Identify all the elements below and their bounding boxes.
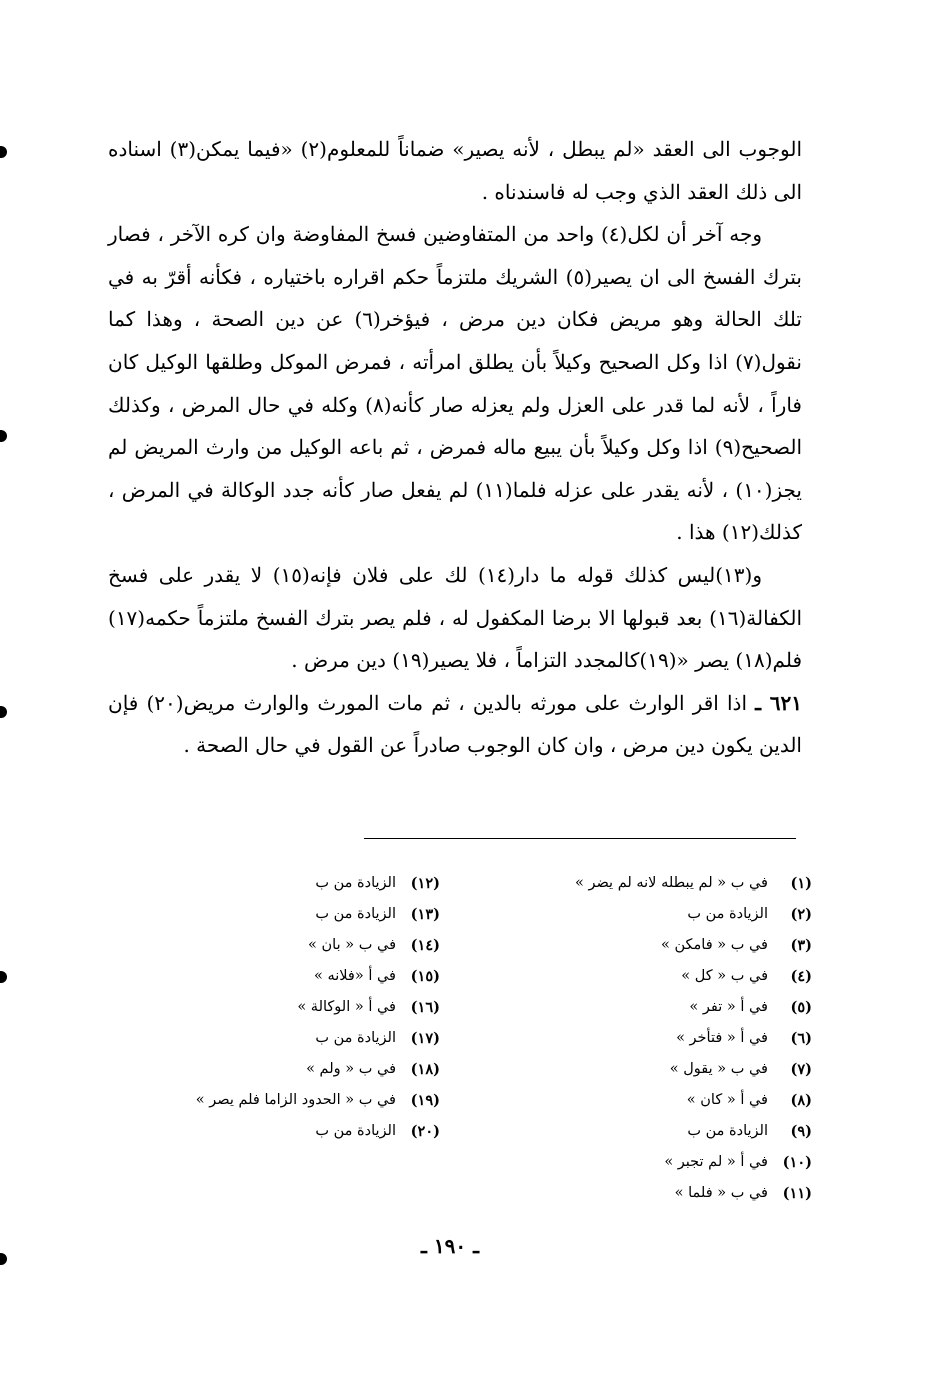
footnote-item <box>150 961 440 992</box>
scan-edge-mark <box>0 146 7 158</box>
footnote-item <box>150 1085 440 1116</box>
footnote-text: في ب « الحدود الزاما فلم يصر » <box>195 1092 396 1108</box>
footnote-item <box>520 1116 812 1147</box>
paragraph-1: الوجوب الى العقد «لم يبطل ، لأنه يصير» ضماناً للمعلوم(٢) «فيما يمكن(٣) اسناده الى ذلك العقد الذي وجب له فاسندناه . <box>108 137 803 204</box>
footnote-number: (١٤) <box>410 937 440 954</box>
footnote-item <box>520 899 812 930</box>
footnote-text: في ب « بان » <box>308 937 396 953</box>
footnote-number: (١٣) <box>410 906 440 923</box>
scan-edge-mark <box>0 1253 7 1265</box>
paragraph-2: وجه آخر أن لكل(٤) واحد من المتفاوضين فسخ المفاوضة وان كره الآخر ، فصار بترك الفسخ الى ان يصير(٥) الشريك ملتزماً حكم اقراره باختياره ، فكأنه أقرّ به في تلك الحالة وهو مريض فكان دين مرض ، فيؤخر(٦) عن دين الصحة ، وهذا كما نقول(٧) اذا وكل الصحيح وكيلاً بأن يطلق امرأته ، فمرض الموكل وطلقها الوكيل كان فاراً ، لأنه لما قدر على العزل ولم يعزله صار كأنه(٨) وكله في حال المرض ، وكذلك الصحيح(٩) اذا وكل وكيلاً بأن يبيع ماله فمرض ، ثم باعه الوكيل من وارث المريض لم يجز(١٠) ، لأنه يقدر على عزله فلما(١١) لم يفعل صار كأنه جدد الوكالة في المرض ، كذلك(١٢) هذا . <box>108 222 803 545</box>
footnote-number: (١٢) <box>410 875 440 892</box>
footnote-item <box>150 930 440 961</box>
footnote-number: (١٩) <box>410 1092 440 1109</box>
footnote-item <box>150 1054 440 1085</box>
footnote-number: (٤) <box>790 968 812 985</box>
footnote-text: في ب « فلما » <box>674 1185 768 1201</box>
footnote-item <box>520 1085 812 1116</box>
footnote-number: (٨) <box>790 1092 812 1109</box>
page-number: ـ ١٩٠ ـ <box>421 1234 479 1258</box>
footnote-item <box>520 1023 812 1054</box>
footnote-number: (٧) <box>790 1061 812 1078</box>
footnotes-left-column <box>150 868 440 1147</box>
footnote-separator <box>364 838 796 839</box>
footnote-item <box>520 1054 812 1085</box>
footnote-text: في ب « ولم » <box>306 1061 396 1077</box>
footnote-number: (١٠) <box>782 1154 812 1171</box>
section-text: اذا اقر الوارث على مورثه بالدين ، ثم مات المورث والوارث مريض(٢٠) فإن الدين يكون دين مرض ، وان كان الوجوب صادراً عن القول في حال الصحة . <box>108 690 802 758</box>
footnote-number: (١٦) <box>410 999 440 1016</box>
footnote-text: في أ « كان » <box>686 1092 768 1108</box>
footnote-text: في أ « تفر » <box>689 999 768 1015</box>
footnote-text: الزيادة من ب <box>687 906 768 922</box>
footnote-item <box>520 1178 812 1209</box>
footnotes-right-column <box>520 868 812 1209</box>
footnote-number: (١) <box>790 875 812 892</box>
footnote-item <box>150 1116 440 1147</box>
footnote-item <box>520 868 812 899</box>
footnote-number: (١٧) <box>410 1030 440 1047</box>
section-number: ٦٢١ ـ <box>755 690 802 715</box>
footnote-number: (٦) <box>790 1030 812 1047</box>
main-text <box>108 128 802 767</box>
footnote-number: (١١) <box>782 1185 812 1202</box>
footnote-number: (٢) <box>790 906 812 923</box>
footnote-text: في ب « كل » <box>681 968 768 984</box>
footnote-text: في ب « فامكن » <box>660 937 768 953</box>
footnote-text: الزيادة من ب <box>315 875 396 891</box>
footnote-item <box>150 868 440 899</box>
footnote-item <box>520 992 812 1023</box>
footnote-item <box>520 961 812 992</box>
scan-edge-mark <box>0 706 7 718</box>
footnote-text: في أ «فلانه » <box>313 968 396 984</box>
footnote-number: (٥) <box>790 999 812 1016</box>
footnote-number: (٢٠) <box>410 1123 440 1140</box>
scan-edge-mark <box>0 430 7 442</box>
footnote-text: في ب « لم يبطله لانه لم يضر » <box>575 875 768 891</box>
footnote-text: في أ « لم تجبر » <box>664 1154 768 1170</box>
footnote-number: (١٥) <box>410 968 440 985</box>
section-621 <box>108 682 802 767</box>
footnote-text: في ب « يقول » <box>669 1061 768 1077</box>
footnote-item <box>520 930 812 961</box>
footnote-item <box>150 899 440 930</box>
footnote-item <box>150 1023 440 1054</box>
footnote-item <box>150 992 440 1023</box>
footnote-item <box>520 1147 812 1178</box>
footnote-number: (١٨) <box>410 1061 440 1078</box>
paragraph-3: و(١٣)ليس كذلك قوله ما دار(١٤) لك على فلان فإنه(١٥) لا يقدر على فسخ الكفالة(١٦) بعد قبولها الا برضا المكفول له ، فلم يصر بترك الفسخ ملتزماً حكمه(١٧) فلم(١٨) يصر «(١٩)كالمجدد التزاماً ، فلا يصير(١٩) دين مرض . <box>108 562 802 673</box>
footnote-number: (٣) <box>790 937 812 954</box>
footnote-text: الزيادة من ب <box>315 1123 396 1139</box>
footnote-text: الزيادة من ب <box>315 906 396 922</box>
footnote-text: في أ « فتأخر » <box>676 1030 768 1046</box>
footnote-text: الزيادة من ب <box>687 1123 768 1139</box>
footnote-text: في أ « الوكالة » <box>297 999 396 1015</box>
footnote-number: (٩) <box>790 1123 812 1140</box>
footnote-text: الزيادة من ب <box>315 1030 396 1046</box>
scan-edge-mark <box>0 971 7 983</box>
